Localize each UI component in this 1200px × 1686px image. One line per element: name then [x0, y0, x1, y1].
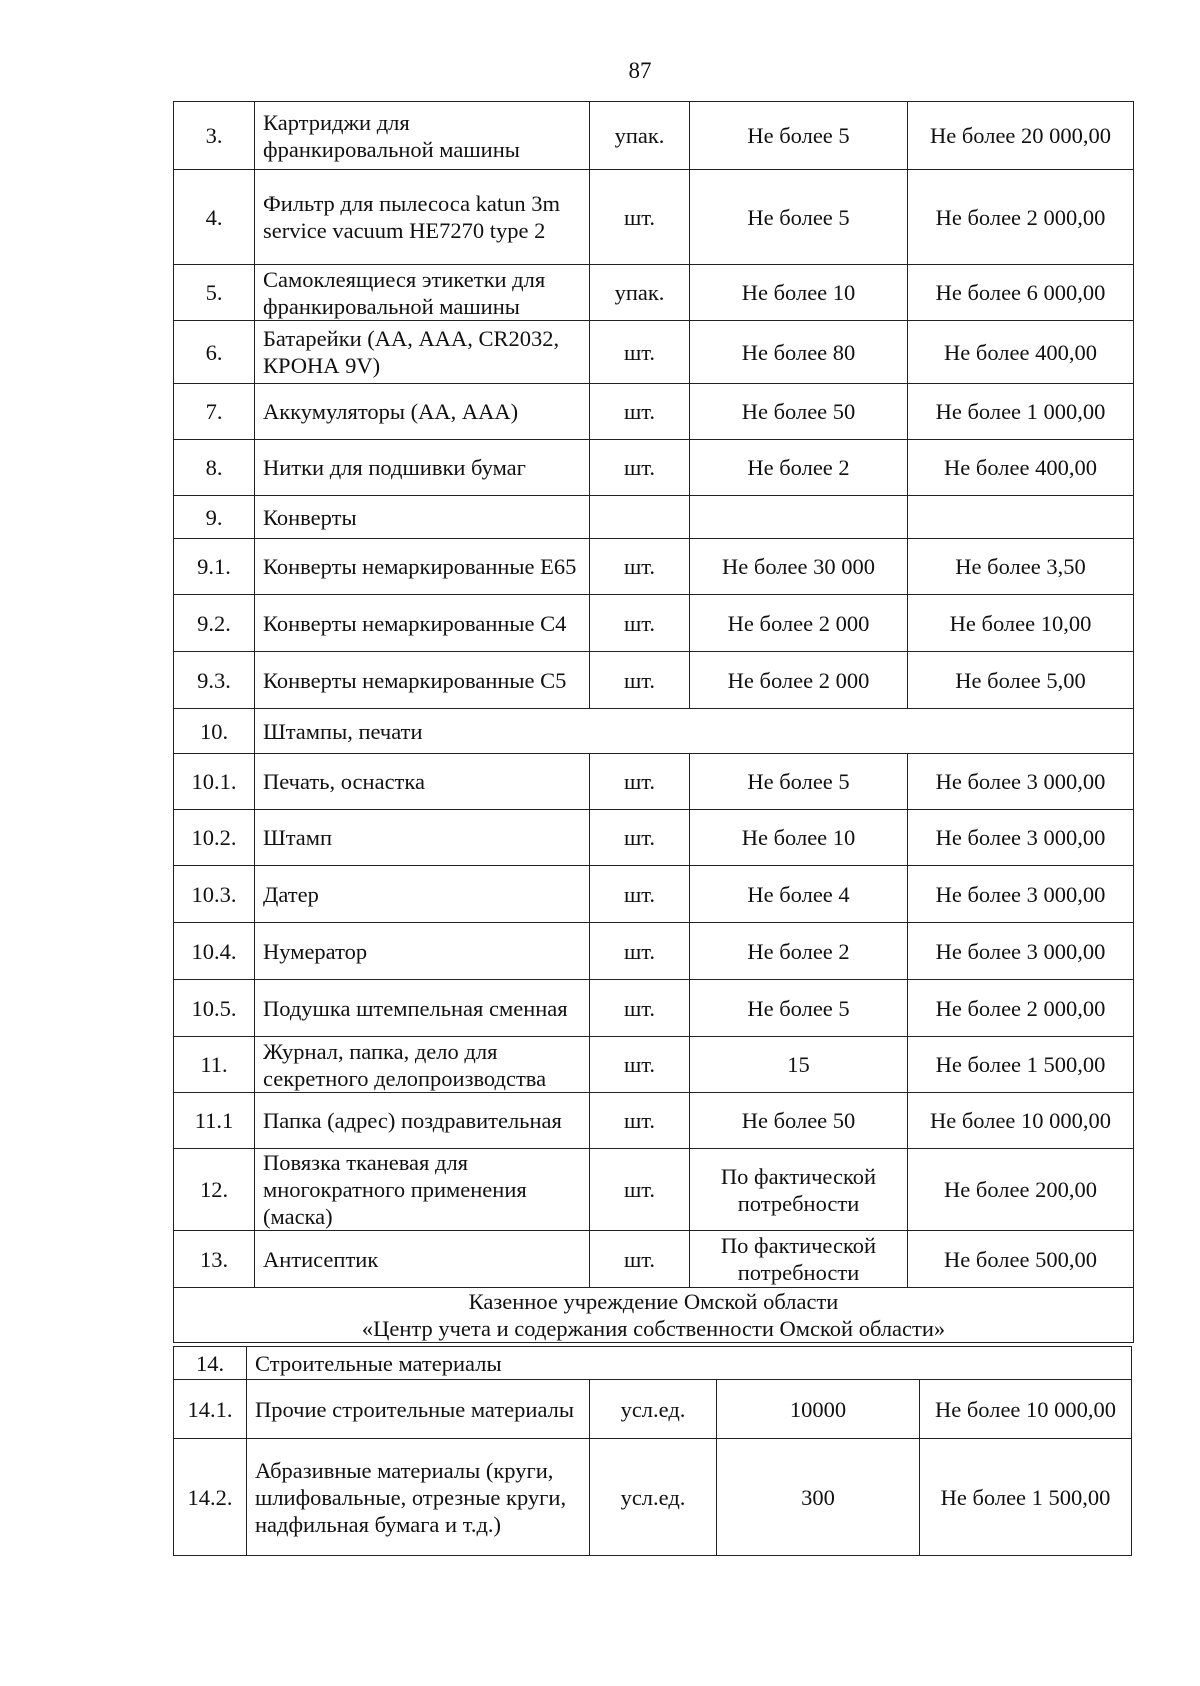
- row-number-cell: 6.: [174, 321, 255, 384]
- unit-cell: шт.: [590, 754, 690, 810]
- table-row: [174, 1439, 1132, 1556]
- price-cell: Не более 500,00: [908, 1231, 1134, 1288]
- price-cell: Не более 3 000,00: [908, 754, 1134, 810]
- item-name-cell: Абразивные материалы (круги, шлифовальные, отрезные круги, надфильная бумага и т.д.): [247, 1439, 590, 1556]
- organization-name-line2: «Центр учета и содержания собственности Омской области»: [361, 1316, 946, 1341]
- unit-cell: шт.: [590, 1149, 690, 1231]
- item-name-cell: Подушка штемпельная сменная: [255, 980, 590, 1037]
- table-row: [174, 102, 1134, 170]
- row-number-cell: 14.1.: [174, 1380, 247, 1439]
- unit-cell: шт.: [590, 170, 690, 265]
- row-number-cell: 9.1.: [174, 539, 255, 595]
- quantity-cell: Не более 2 000: [690, 595, 908, 652]
- unit-cell: шт.: [590, 1037, 690, 1093]
- row-number-cell: 4.: [174, 170, 255, 265]
- price-cell: Не более 10 000,00: [908, 1093, 1134, 1149]
- construction-materials-table: [173, 1346, 1132, 1556]
- row-number-cell: 14.2.: [174, 1439, 247, 1556]
- unit-cell: шт.: [590, 384, 690, 440]
- table-row: [174, 866, 1134, 923]
- item-name-cell: Конверты немаркированные C4: [255, 595, 590, 652]
- price-cell: Не более 10,00: [908, 595, 1134, 652]
- unit-cell: шт.: [590, 1231, 690, 1288]
- row-number-cell: 9.: [174, 496, 255, 539]
- unit-cell: шт.: [590, 539, 690, 595]
- row-number-cell: 13.: [174, 1231, 255, 1288]
- quantity-cell: Не более 10: [690, 810, 908, 866]
- table-row: [174, 1093, 1134, 1149]
- item-name-cell: Аккумуляторы (АА, ААА): [255, 384, 590, 440]
- price-cell: Не более 3 000,00: [908, 866, 1134, 923]
- item-name-cell: Нитки для подшивки бумаг: [255, 440, 590, 496]
- table-row: [174, 923, 1134, 980]
- item-name-cell: Антисептик: [255, 1231, 590, 1288]
- table-row: [174, 709, 1134, 754]
- item-name-cell: Папка (адрес) поздравительная: [255, 1093, 590, 1149]
- item-name-cell: Прочие строительные материалы: [247, 1380, 590, 1439]
- table-row: [174, 440, 1134, 496]
- row-number-cell: 10.2.: [174, 810, 255, 866]
- item-name-cell: Картриджи для франкировальной машины: [255, 102, 590, 170]
- unit-cell: шт.: [590, 321, 690, 384]
- price-cell: Не более 200,00: [908, 1149, 1134, 1231]
- price-cell: Не более 1 500,00: [920, 1439, 1132, 1556]
- row-number-cell: 10.5.: [174, 980, 255, 1037]
- row-number-cell: 8.: [174, 440, 255, 496]
- price-cell: Не более 3 000,00: [908, 923, 1134, 980]
- item-name-cell: Конверты немаркированные C5: [255, 652, 590, 709]
- price-cell: [908, 496, 1134, 539]
- table-row: [174, 1231, 1134, 1288]
- price-cell: Не более 1 000,00: [908, 384, 1134, 440]
- unit-cell: шт.: [590, 595, 690, 652]
- items-table: [173, 101, 1134, 1343]
- organization-title-cell: [174, 1288, 1134, 1343]
- table-row: [174, 321, 1134, 384]
- quantity-cell: Не более 5: [690, 170, 908, 265]
- table-row: [174, 980, 1134, 1037]
- table-row: [174, 1380, 1132, 1439]
- price-cell: Не более 1 500,00: [908, 1037, 1134, 1093]
- table-row: [174, 1347, 1132, 1380]
- row-number-cell: 11.1: [174, 1093, 255, 1149]
- unit-cell: шт.: [590, 1093, 690, 1149]
- quantity-cell: [690, 496, 908, 539]
- unit-cell: упак.: [590, 265, 690, 321]
- table-row: [174, 652, 1134, 709]
- section-title-cell: Штампы, печати: [255, 709, 1134, 754]
- item-name-cell: Штамп: [255, 810, 590, 866]
- price-cell: Не более 10 000,00: [920, 1380, 1132, 1439]
- price-cell: Не более 3 000,00: [908, 810, 1134, 866]
- quantity-cell: 10000: [717, 1380, 920, 1439]
- table-row: [174, 539, 1134, 595]
- quantity-cell: Не более 80: [690, 321, 908, 384]
- page-number: 87: [628, 58, 652, 83]
- table-row: [174, 265, 1134, 321]
- organization-row: [174, 1288, 1134, 1343]
- row-number-cell: 12.: [174, 1149, 255, 1231]
- quantity-cell: 15: [690, 1037, 908, 1093]
- price-cell: Не более 20 000,00: [908, 102, 1134, 170]
- unit-cell: шт.: [590, 810, 690, 866]
- table-row: [174, 810, 1134, 866]
- unit-cell: шт.: [590, 923, 690, 980]
- quantity-cell: Не более 30 000: [690, 539, 908, 595]
- row-number-cell: 7.: [174, 384, 255, 440]
- item-name-cell: Конверты: [255, 496, 590, 539]
- row-number-cell: 9.2.: [174, 595, 255, 652]
- price-cell: Не более 3,50: [908, 539, 1134, 595]
- quantity-cell: Не более 5: [690, 102, 908, 170]
- row-number-cell: 3.: [174, 102, 255, 170]
- organization-name-line1: Казенное учреждение Омской области: [468, 1289, 839, 1314]
- row-number-cell: 5.: [174, 265, 255, 321]
- quantity-cell: Не более 4: [690, 866, 908, 923]
- unit-cell: шт.: [590, 652, 690, 709]
- price-cell: Не более 2 000,00: [908, 980, 1134, 1037]
- table-row: [174, 170, 1134, 265]
- quantity-cell: Не более 50: [690, 384, 908, 440]
- item-name-cell: Журнал, папка, дело для секретного делопроизводства: [255, 1037, 590, 1093]
- item-name-cell: Печать, оснастка: [255, 754, 590, 810]
- item-name-cell: Фильтр для пылесоса katun 3m service vacuum HE7270 type 2: [255, 170, 590, 265]
- table-row: [174, 1037, 1134, 1093]
- item-name-cell: Датер: [255, 866, 590, 923]
- unit-cell: упак.: [590, 102, 690, 170]
- unit-cell: усл.ед.: [590, 1439, 717, 1556]
- quantity-cell: Не более 2 000: [690, 652, 908, 709]
- quantity-cell: Не более 5: [690, 980, 908, 1037]
- unit-cell: шт.: [590, 980, 690, 1037]
- quantity-cell: Не более 5: [690, 754, 908, 810]
- quantity-cell: Не более 2: [690, 440, 908, 496]
- row-number-cell: 10.: [174, 709, 255, 754]
- item-name-cell: Повязка тканевая для многократного применения (маска): [255, 1149, 590, 1231]
- item-name-cell: Нумератор: [255, 923, 590, 980]
- item-name-cell: Самоклеящиеся этикетки для франкировальной машины: [255, 265, 590, 321]
- row-number-cell: 14.: [174, 1347, 247, 1380]
- row-number-cell: 11.: [174, 1037, 255, 1093]
- row-number-cell: 10.3.: [174, 866, 255, 923]
- price-cell: Не более 400,00: [908, 321, 1134, 384]
- quantity-cell: По фактической потребности: [690, 1149, 908, 1231]
- item-name-cell: Батарейки (АА, ААА, CR2032, КРОНА 9V): [255, 321, 590, 384]
- price-cell: Не более 2 000,00: [908, 170, 1134, 265]
- row-number-cell: 10.1.: [174, 754, 255, 810]
- unit-cell: шт.: [590, 866, 690, 923]
- section-title-cell: Строительные материалы: [247, 1347, 1132, 1380]
- table-row: [174, 496, 1134, 539]
- unit-cell: усл.ед.: [590, 1380, 717, 1439]
- unit-cell: [590, 496, 690, 539]
- table-row: [174, 754, 1134, 810]
- row-number-cell: 10.4.: [174, 923, 255, 980]
- row-number-cell: 9.3.: [174, 652, 255, 709]
- price-cell: Не более 6 000,00: [908, 265, 1134, 321]
- quantity-cell: 300: [717, 1439, 920, 1556]
- quantity-cell: По фактической потребности: [690, 1231, 908, 1288]
- quantity-cell: Не более 50: [690, 1093, 908, 1149]
- price-cell: Не более 400,00: [908, 440, 1134, 496]
- quantity-cell: Не более 2: [690, 923, 908, 980]
- unit-cell: шт.: [590, 440, 690, 496]
- quantity-cell: Не более 10: [690, 265, 908, 321]
- item-name-cell: Конверты немаркированные E65: [255, 539, 590, 595]
- table-row: [174, 595, 1134, 652]
- price-cell: Не более 5,00: [908, 652, 1134, 709]
- table-row: [174, 1149, 1134, 1231]
- table-row: [174, 384, 1134, 440]
